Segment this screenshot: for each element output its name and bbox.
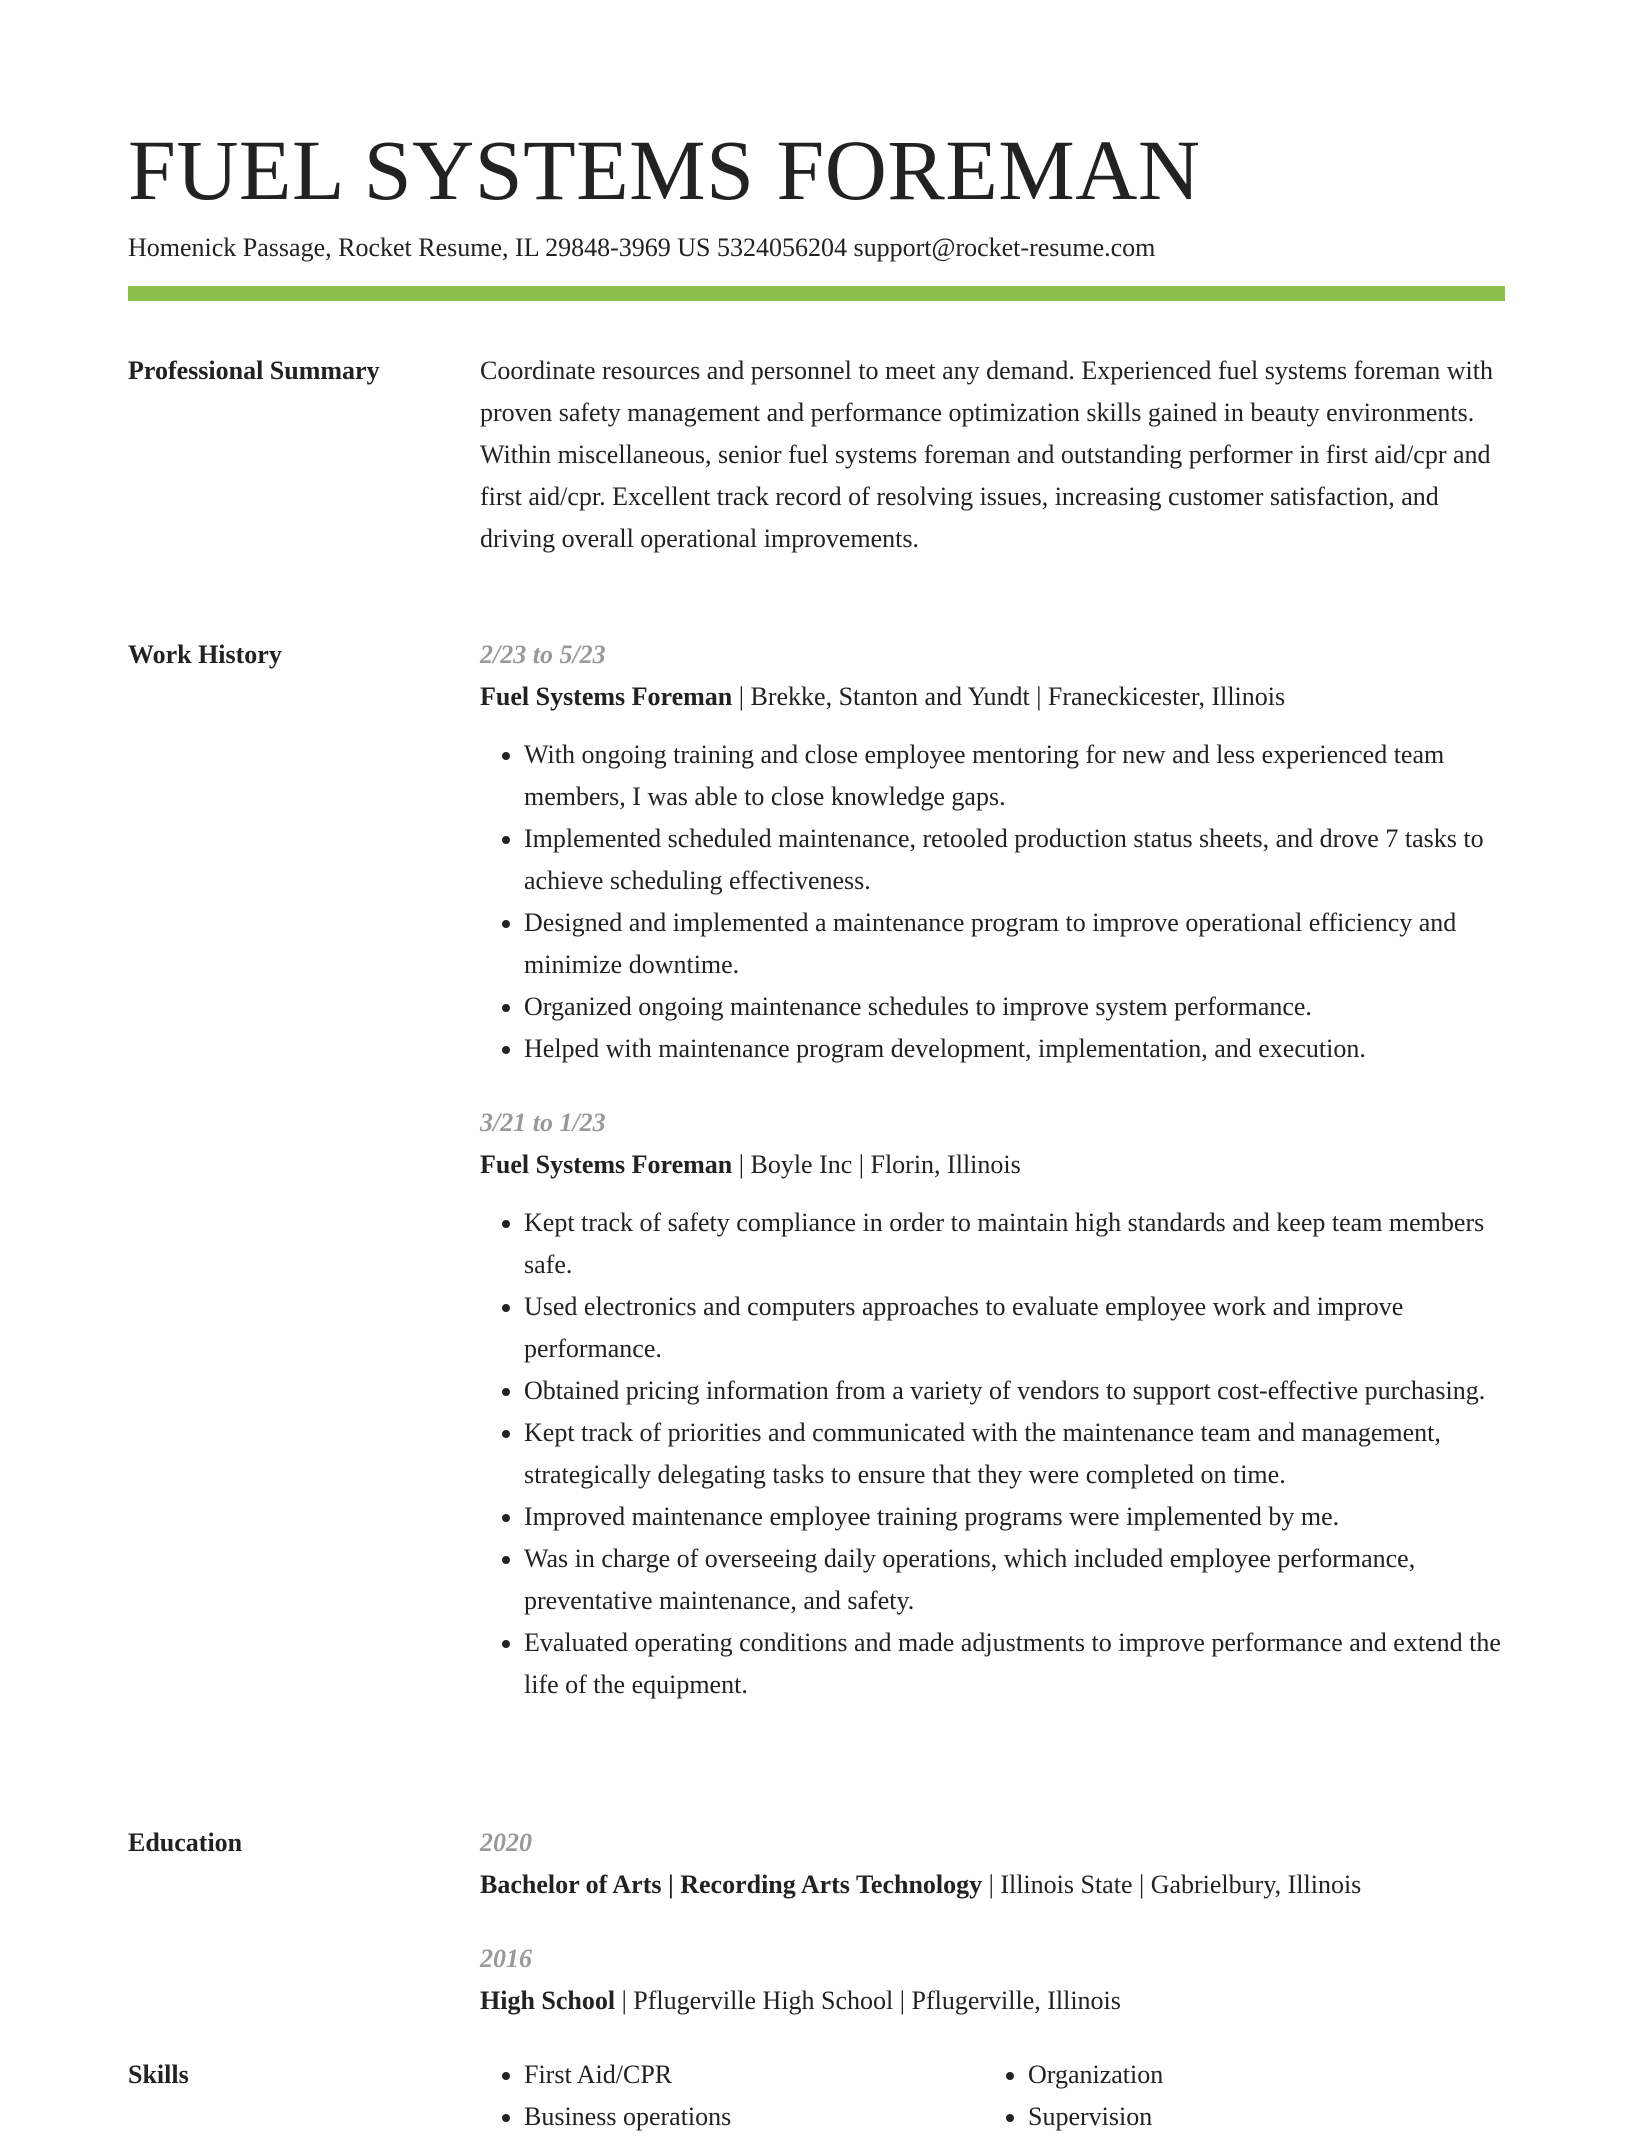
contact-info: Homenick Passage, Rocket Resume, IL 29848-3969 US 5324056204 support@rocket-resume.com	[128, 233, 1156, 262]
job-title-line	[480, 1144, 1505, 1186]
job-bullet: • Kept track of safety compliance in order to maintain high standards and keep team members safe.	[524, 1202, 1505, 1286]
work-history-heading: Work History	[128, 640, 282, 669]
summary-section	[480, 350, 1505, 560]
education-degree: High School	[480, 1986, 616, 2015]
education-year: 2016	[480, 1944, 532, 1973]
resume-title: FUEL SYSTEMS FOREMAN	[128, 122, 1201, 218]
summary-text: Coordinate resources and personnel to meet any demand. Experienced fuel systems foreman with proven safety management and performance optimization skills gained in beauty environments. Within miscellaneous, senior fuel systems foreman and outstanding performer in first aid/cpr and first aid/cpr. Excellent track record of resolving issues, increasing customer satisfaction, and driving overall operational improvements.	[480, 356, 1493, 553]
education-degree: Bachelor of Arts | Recording Arts Technology	[480, 1870, 983, 1899]
job-bullet: • Organized ongoing maintenance schedules to improve system performance.	[524, 986, 1505, 1028]
education-entry	[480, 1938, 1505, 2022]
job-bullet: • Implemented scheduled maintenance, retooled production status sheets, and drove 7 tasks to achieve scheduling effectiveness.	[524, 818, 1505, 902]
job-bullet: • Designed and implemented a maintenance program to improve operational efficiency and minimize downtime.	[524, 902, 1505, 986]
job-bullet-list	[480, 734, 1505, 1070]
job-bullet: • Evaluated operating conditions and made adjustments to improve performance and extend the life of the equipment.	[524, 1622, 1505, 1706]
job-bullet: • Obtained pricing information from a variety of vendors to support cost-effective purchasing.	[524, 1370, 1505, 1412]
job-bullet: • With ongoing training and close employee mentoring for new and less experienced team members, I was able to close knowledge gaps.	[524, 734, 1505, 818]
job-bullet-list	[480, 1202, 1505, 1706]
job-bullet: • Was in charge of overseeing daily operations, which included employee performance, preventative maintenance, and safety.	[524, 1538, 1505, 1622]
job-employer: | Boyle Inc | Florin, Illinois	[732, 1150, 1021, 1179]
skill-item: • Business operations	[524, 2096, 960, 2138]
skills-list	[480, 2054, 960, 2138]
skill-item: • First Aid/CPR	[524, 2054, 960, 2096]
header-divider	[128, 286, 1505, 301]
skills-column-left	[480, 2054, 960, 2138]
job-dates: 2/23 to 5/23	[480, 640, 606, 669]
education-school: | Illinois State | Gabrielbury, Illinois	[982, 1870, 1362, 1899]
job-dates: 3/21 to 1/23	[480, 1108, 606, 1137]
education-line	[480, 1980, 1505, 2022]
job-title-line	[480, 676, 1505, 718]
education-entry	[480, 1822, 1505, 1906]
job-title: Fuel Systems Foreman	[480, 1150, 733, 1179]
education-school: | Pflugerville High School | Pflugerville, Illinois	[615, 1986, 1121, 2015]
job-entry	[480, 634, 1505, 1070]
education-line	[480, 1864, 1505, 1906]
education-heading: Education	[128, 1828, 243, 1857]
skills-heading: Skills	[128, 2060, 189, 2089]
job-bullet: • Kept track of priorities and communicated with the maintenance team and management, strategically delegating tasks to ensure that they were completed on time.	[524, 1412, 1505, 1496]
summary-heading: Professional Summary	[128, 356, 380, 385]
job-bullet: • Improved maintenance employee training programs were implemented by me.	[524, 1496, 1505, 1538]
skills-column-right	[984, 2054, 1464, 2138]
job-entry	[480, 1102, 1505, 1706]
skill-item: • Supervision	[1028, 2096, 1464, 2138]
skills-section	[480, 2054, 1505, 2138]
skill-item: • Organization	[1028, 2054, 1464, 2096]
job-bullet: • Used electronics and computers approaches to evaluate employee work and improve performance.	[524, 1286, 1505, 1370]
job-employer: | Brekke, Stanton and Yundt | Franeckicester, Illinois	[732, 682, 1286, 711]
education-year: 2020	[480, 1828, 532, 1857]
job-title: Fuel Systems Foreman	[480, 682, 733, 711]
job-bullet: • Helped with maintenance program development, implementation, and execution.	[524, 1028, 1505, 1070]
skills-list	[984, 2054, 1464, 2138]
